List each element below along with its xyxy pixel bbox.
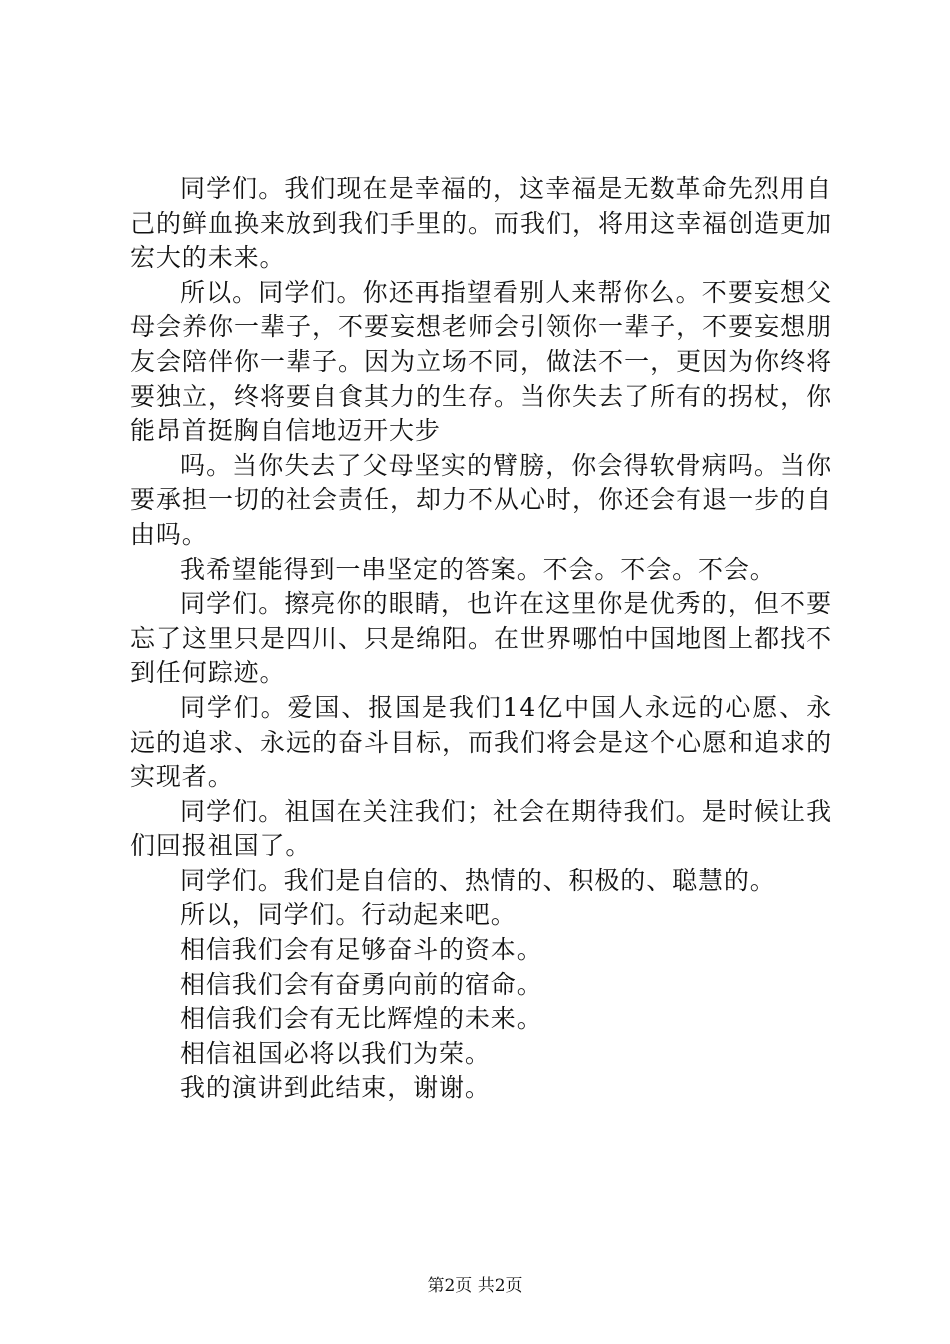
paragraph-8: 同学们。我们是自信的、热情的、积极的、聪慧的。 <box>180 865 776 895</box>
paragraph-11: 相信我们会有奋勇向前的宿命。 <box>180 969 543 999</box>
page-footer: 第2页 共2页 <box>427 1276 523 1296</box>
paragraph-2: 所以。同学们。你还再指望看别人来帮你么。不要妄想父母会养你一辈子，不要妄想老师会引领你一辈子，不要妄想朋友会陪伴你一辈子。因为立场不同，做法不一，更因为你终将要独立，终将要自食其力的生存。当你失去了所有的拐杖，你能昂首挺胸自信地迈开大步 <box>130 277 832 446</box>
paragraph-4: 我希望能得到一串坚定的答案。不会。不会。不会。 <box>180 554 776 584</box>
paragraph-7: 同学们。祖国在关注我们；社会在期待我们。是时候让我们回报祖国了。 <box>130 796 832 861</box>
paragraph-6: 同学们。爱国、报国是我们14亿中国人永远的心愿、永远的追求、永远的奋斗目标，而我们将会是这个心愿和追求的实现者。 <box>130 692 832 792</box>
paragraph-9: 所以，同学们。行动起来吧。 <box>180 900 517 930</box>
paragraph-12: 相信我们会有无比辉煌的未来。 <box>180 1004 543 1034</box>
paragraph-1: 同学们。我们现在是幸福的，这幸福是无数革命先烈用自己的鲜血换来放到我们手里的。而我们，将用这幸福创造更加宏大的未来。 <box>130 174 832 273</box>
paragraph-3: 吗。当你失去了父母坚实的臂膀，你会得软骨病吗。当你要承担一切的社会责任，却力不从心时，你还会有退一步的自由吗。 <box>130 450 832 549</box>
paragraph-14: 我的演讲到此结束，谢谢。 <box>180 1073 491 1103</box>
paragraph-5: 同学们。擦亮你的眼睛，也许在这里你是优秀的，但不要忘了这里只是四川、只是绵阳。在世界哪怕中国地图上都找不到任何踪迹。 <box>130 589 832 688</box>
paragraph-10: 相信我们会有足够奋斗的资本。 <box>180 935 543 965</box>
speech-body <box>130 172 832 1106</box>
paragraph-13: 相信祖国必将以我们为荣。 <box>180 1038 491 1068</box>
